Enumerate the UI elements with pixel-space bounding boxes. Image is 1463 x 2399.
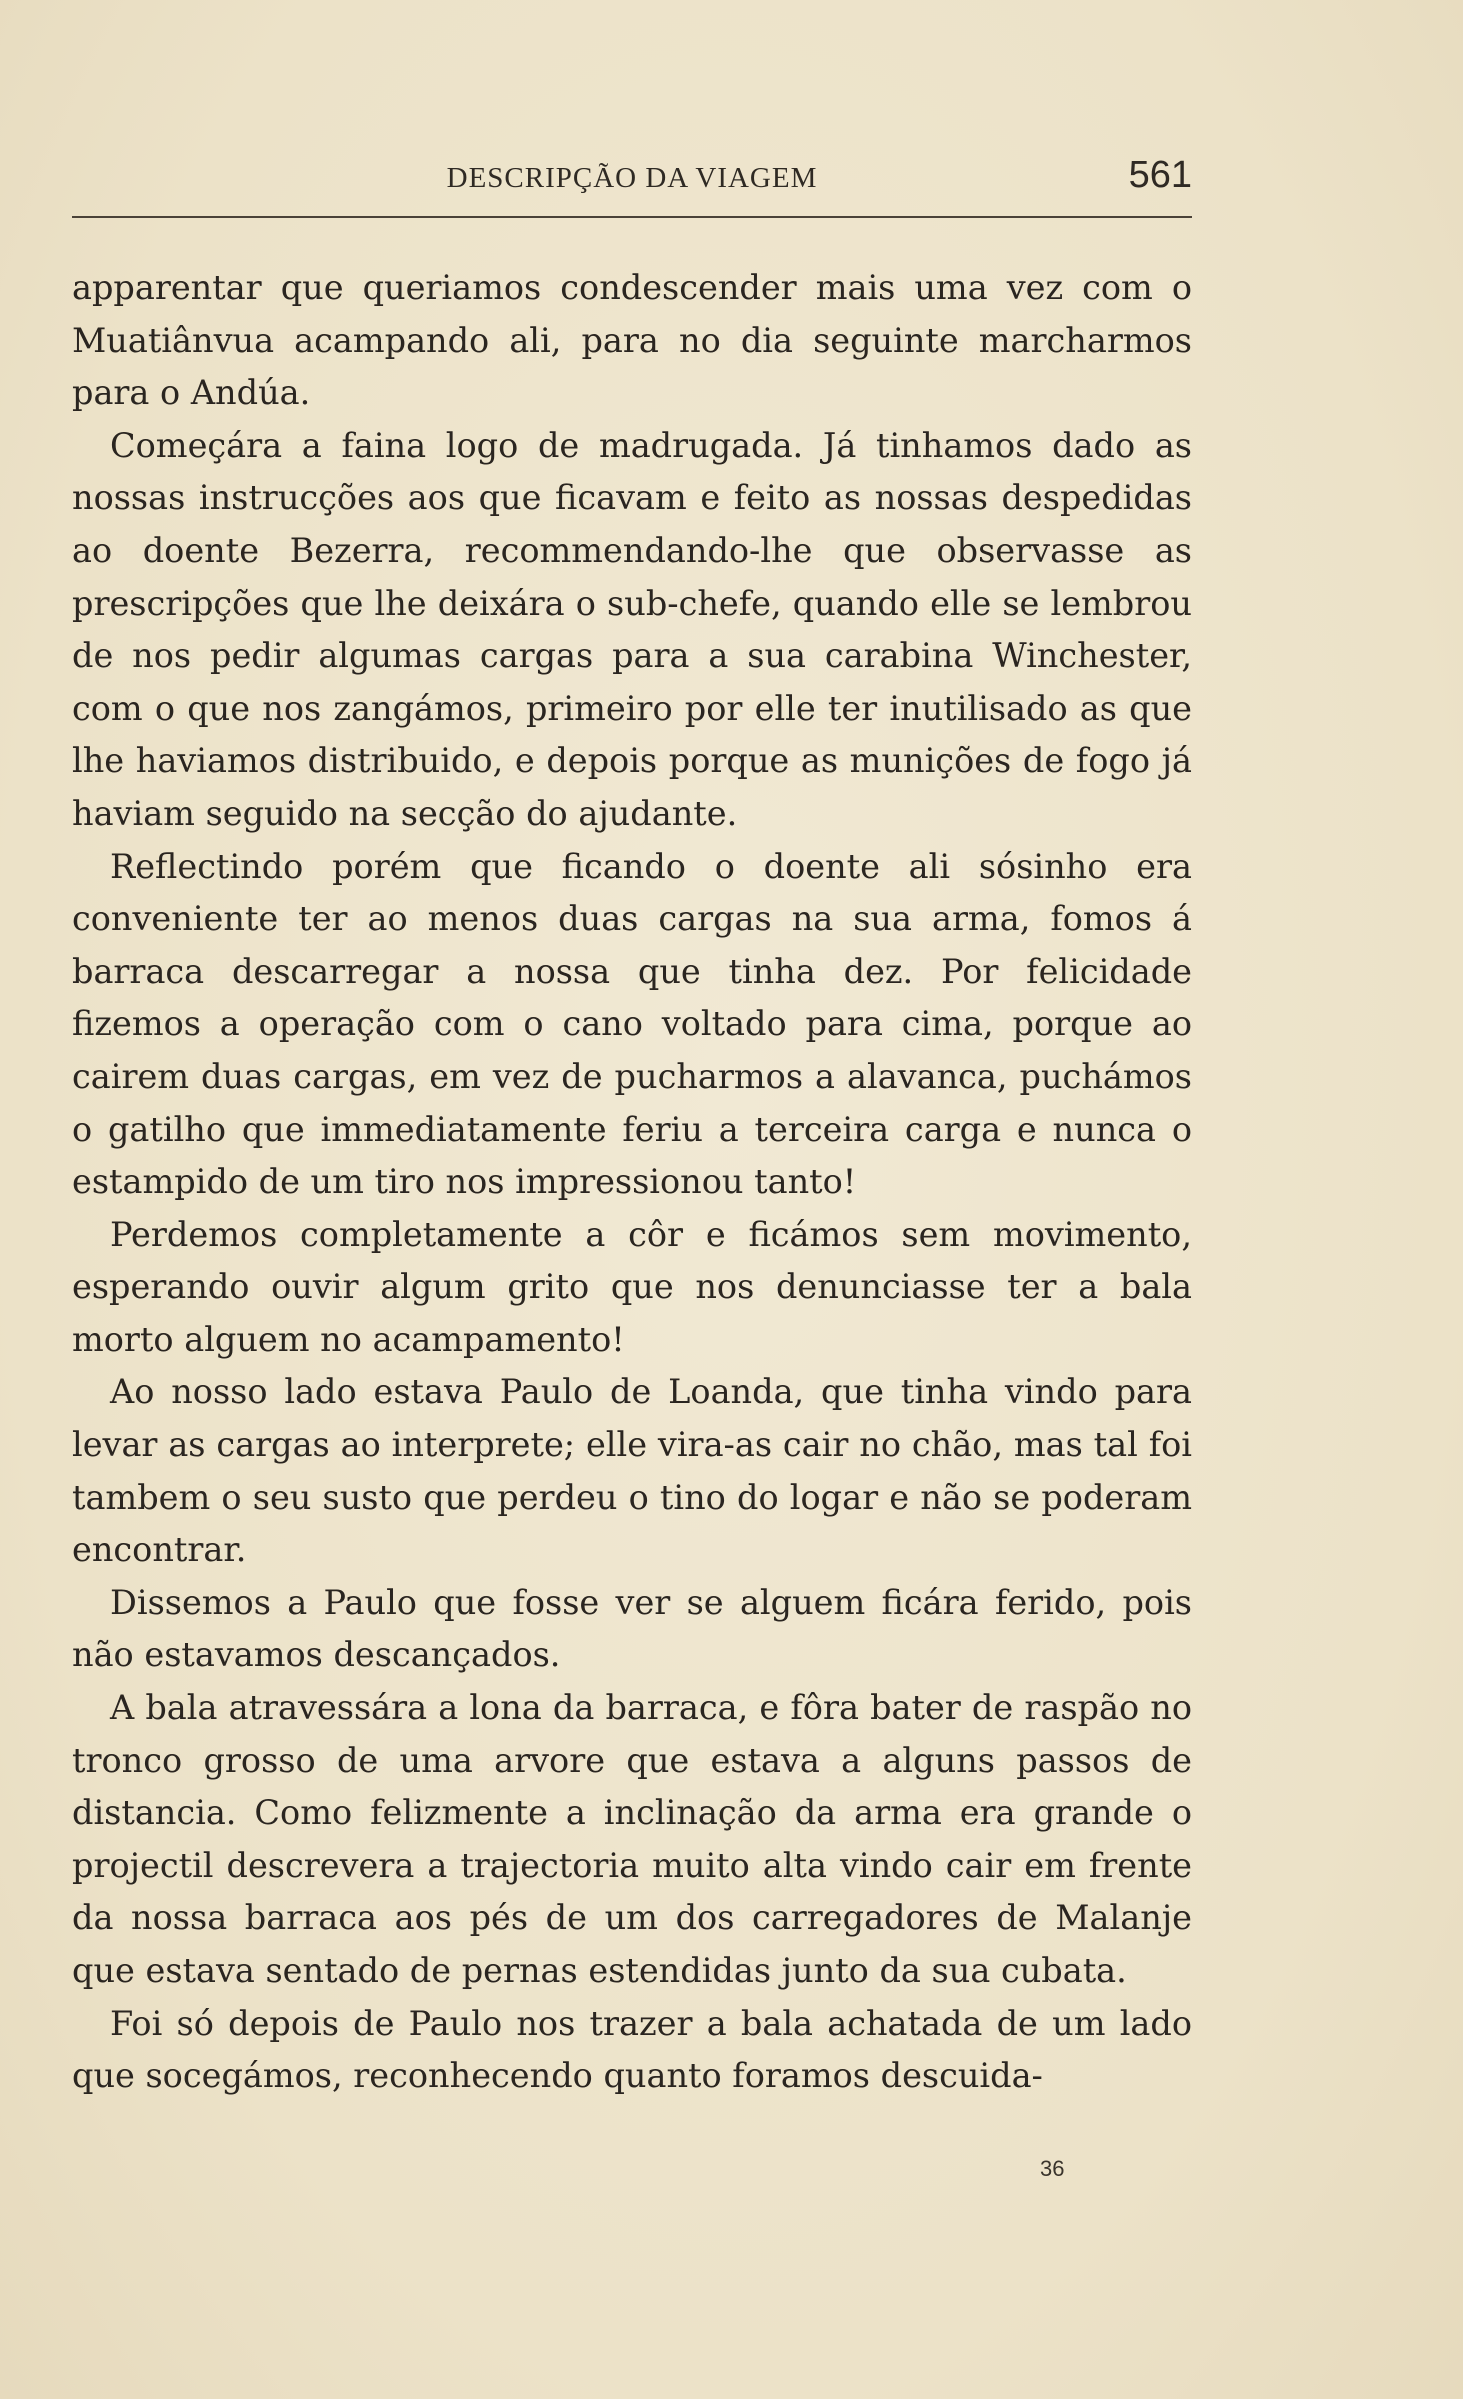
- page-number: 561: [1128, 154, 1192, 196]
- header-rule: [72, 216, 1192, 218]
- paragraph: Perdemos completamente a côr e ficámos sem movimento, esperando ouvir algum grito que nos denunciasse ter a bala morto alguem no acampamento!: [72, 1214, 1192, 1359]
- paragraph: Reflectindo porém que ficando o doente ali sósinho era conveniente ter ao menos duas cargas na sua arma, fomos á barraca descarregar a nossa que tinha dez. Por felicidade fizemos a operação com o cano voltado para cima, porque ao cairem duas cargas, em vez de pucharmos a alavanca, puchámos o gatilho que immediatamente feriu a terceira carga e nunca o estampido de um tiro nos impressionou tanto!: [72, 846, 1192, 1202]
- paragraph: Foi só depois de Paulo nos trazer a bala achatada de um lado que socegámos, reconhecendo quanto foramos descuida-: [72, 2003, 1192, 2096]
- paragraph: Ao nosso lado estava Paulo de Loanda, que tinha vindo para levar as cargas ao interprete; elle vira-as cair no chão, mas tal foi tambem o seu susto que perdeu o tino do logar e não se poderam encontrar.: [72, 1372, 1192, 1570]
- paragraph: Dissemos a Paulo que fosse ver se alguem ficára ferido, pois não estavamos descançados.: [72, 1582, 1192, 1675]
- signature-mark: 36: [1040, 2156, 1065, 2181]
- paragraph: Começára a faina logo de madrugada. Já tinhamos dado as nossas instrucções aos que ficavam e feito as nossas despedidas ao doente Bezerra, recommendando-lhe que observasse as prescripções que lhe deixára o sub-chefe, quando elle se lembrou de nos pedir algumas cargas para a sua carabina Winchester, com o que nos zangámos, primeiro por elle ter inutilisado as que lhe haviamos distribuido, e depois porque as munições de fogo já haviam seguido na secção do ajudante.: [72, 425, 1192, 833]
- body-text: [72, 262, 1192, 2103]
- running-title: DESCRIPÇÃO DA VIAGEM: [446, 162, 818, 194]
- paragraph: A bala atravessára a lona da barraca, e fôra bater de raspão no tronco grosso de uma arvore que estava a alguns passos de distancia. Como felizmente a inclinação da arma era grande o projectil descrevera a trajectoria muito alta vindo cair em frente da nossa barraca aos pés de um dos carregadores de Malanje que estava sentado de pernas estendidas junto da sua cubata.: [72, 1688, 1192, 1990]
- running-head: [72, 150, 1192, 204]
- paragraph: apparentar que queriamos condescender mais uma vez com o Muatiânvua acampando ali, para no dia seguinte marcharmos para o Andúa.: [72, 268, 1192, 413]
